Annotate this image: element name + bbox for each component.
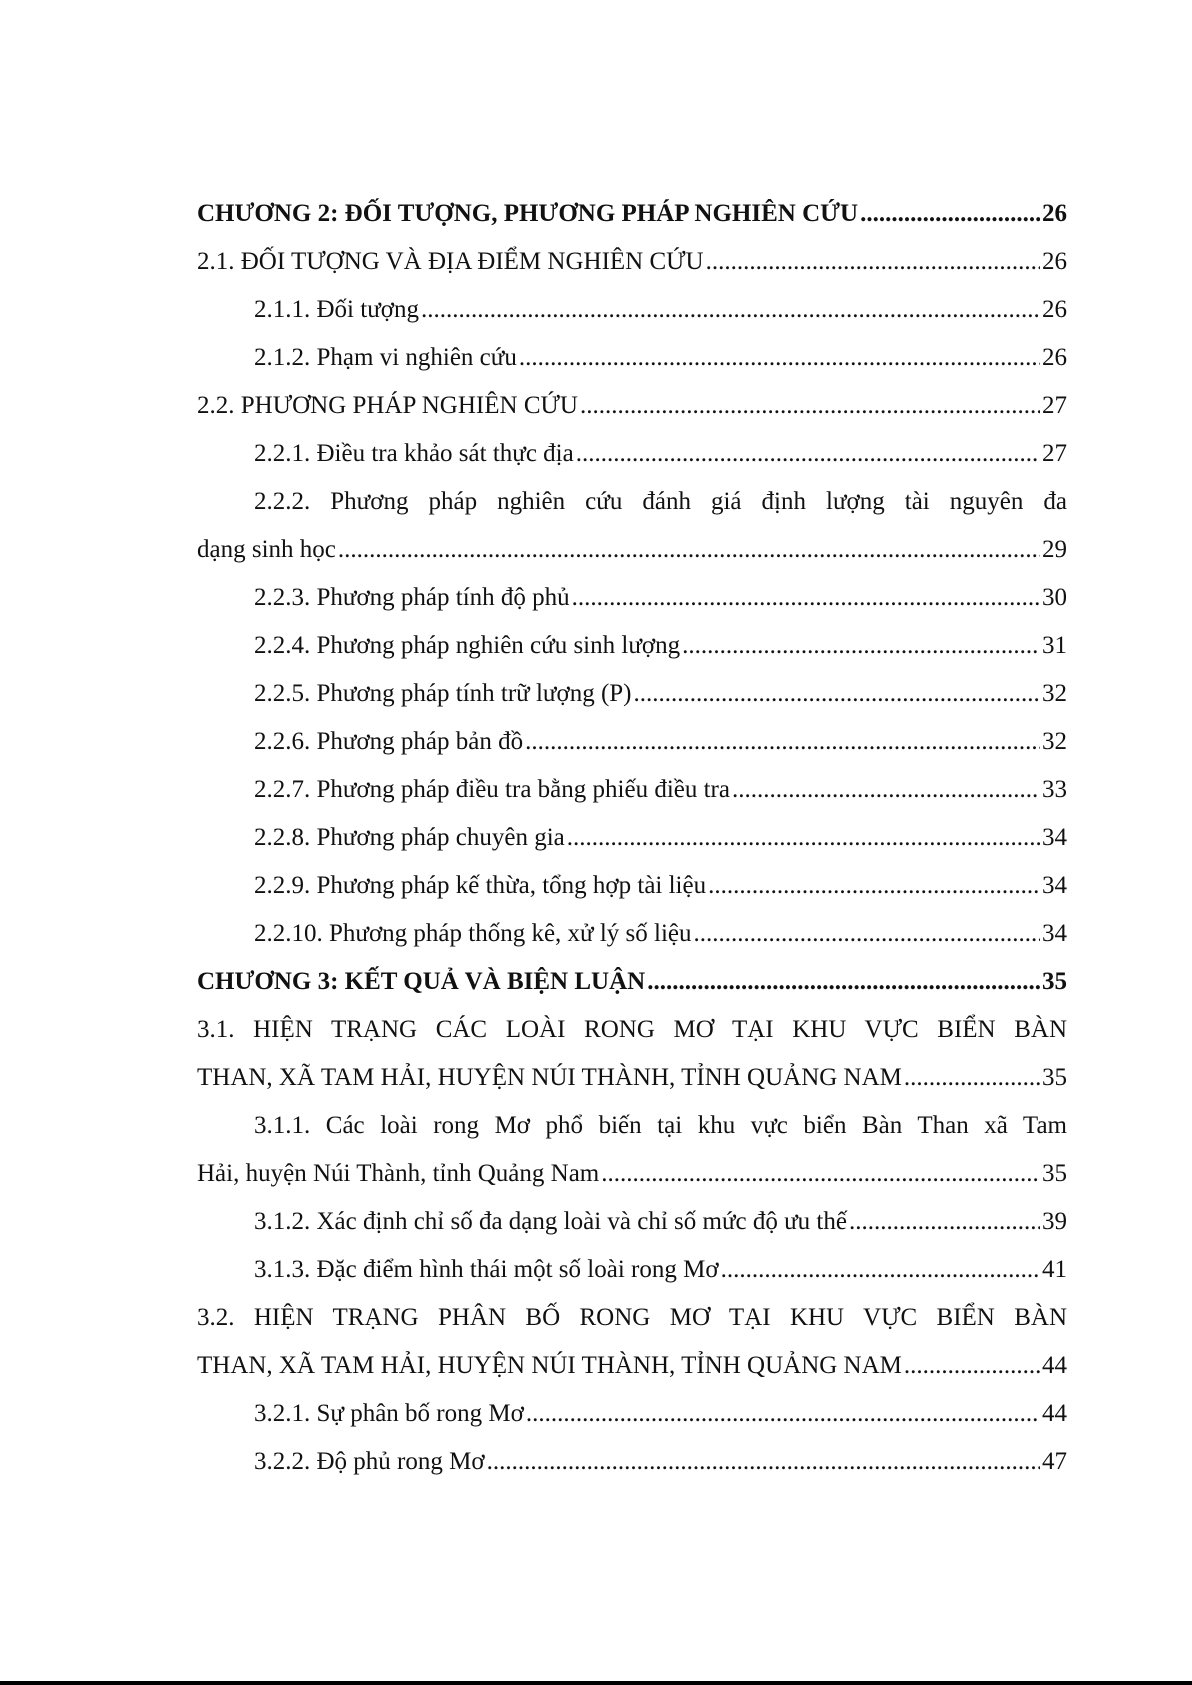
toc-entry[interactable] [197, 1150, 1067, 1198]
toc-entry-label: 2.2.9. Phương pháp kế thừa, tổng hợp tài liệu [254, 872, 707, 899]
toc-page-number: 47 [1042, 1448, 1067, 1475]
toc-entry-label: CHƯƠNG 2: ĐỐI TƯỢNG, PHƯƠNG PHÁP NGHIÊN CỨU [197, 200, 859, 227]
toc-entry[interactable] [197, 526, 1067, 574]
toc-entry-label: 2.2. PHƯƠNG PHÁP NGHIÊN CỨU [197, 392, 578, 419]
toc-page-number: 32 [1042, 728, 1067, 755]
toc-page-number: 32 [1042, 680, 1067, 707]
toc-entry-label: 3.1.2. Xác định chỉ số đa dạng loài và chỉ số mức độ ưu thế [254, 1208, 847, 1235]
dot-leader [694, 910, 1040, 958]
dot-leader [706, 238, 1040, 286]
toc-entry-label: 2.1. ĐỐI TƯỢNG VÀ ĐỊA ĐIỂM NGHIÊN CỨU [197, 248, 704, 275]
table-of-contents [197, 190, 1067, 1486]
toc-entry[interactable] [197, 862, 1067, 910]
toc-entry[interactable] [197, 1246, 1067, 1294]
dot-leader [525, 718, 1040, 766]
toc-entry-label: 3.2.2. Độ phủ rong Mơ [254, 1448, 485, 1475]
toc-page-number: 30 [1042, 584, 1067, 611]
dot-leader [647, 958, 1040, 1006]
toc-entry-first-line: 2.2.2. Phương pháp nghiên cứu đánh giá định lượng tài nguyên đa [254, 488, 1067, 515]
dot-leader [421, 286, 1040, 334]
dot-leader [860, 190, 1040, 238]
toc-entry-label: 2.2.6. Phương pháp bản đồ [254, 728, 524, 755]
toc-entry[interactable] [197, 574, 1067, 622]
toc-entry-label: 2.1.1. Đối tượng [254, 296, 419, 323]
dot-leader [580, 382, 1040, 430]
toc-page-number: 44 [1042, 1400, 1067, 1427]
toc-entry-first-line: 3.2. HIỆN TRẠNG PHÂN BỐ RONG MƠ TẠI KHU VỰC BIỂN BÀN [197, 1304, 1067, 1331]
toc-page-number: 27 [1042, 392, 1067, 419]
toc-entry-label: THAN, XÃ TAM HẢI, HUYỆN NÚI THÀNH, TỈNH QUẢNG NAM [197, 1352, 902, 1379]
toc-page-number: 39 [1042, 1208, 1067, 1235]
toc-entry[interactable] [197, 622, 1067, 670]
toc-page-number: 44 [1042, 1352, 1067, 1379]
dot-leader [487, 1438, 1040, 1486]
dot-leader [338, 526, 1040, 574]
bottom-edge-rule [0, 1681, 1192, 1685]
dot-leader [682, 622, 1040, 670]
dot-leader [904, 1342, 1040, 1390]
toc-entry-label: 2.2.3. Phương pháp tính độ phủ [254, 584, 570, 611]
toc-entry-label: CHƯƠNG 3: KẾT QUẢ VÀ BIỆN LUẬN [197, 968, 646, 995]
toc-entry[interactable] [197, 718, 1067, 766]
toc-entry-label: 3.1.3. Đặc điểm hình thái một số loài rong Mơ [254, 1256, 719, 1283]
dot-leader [732, 766, 1040, 814]
toc-entry-label: 2.2.5. Phương pháp tính trữ lượng (P) [254, 680, 632, 707]
toc-page-number: 34 [1042, 824, 1067, 851]
toc-entry[interactable] [197, 1198, 1067, 1246]
toc-page-number: 34 [1042, 920, 1067, 947]
toc-page-number: 26 [1042, 248, 1067, 275]
toc-page-number: 41 [1042, 1256, 1067, 1283]
toc-entry[interactable] [197, 910, 1067, 958]
toc-entry[interactable] [197, 334, 1067, 382]
toc-entry-label: 3.2.1. Sự phân bố rong Mơ [254, 1400, 524, 1427]
toc-page-number: 33 [1042, 776, 1067, 803]
toc-entry-label: dạng sinh học [197, 536, 336, 563]
toc-entry[interactable] [197, 1054, 1067, 1102]
toc-entry-label: 2.2.10. Phương pháp thống kê, xử lý số liệu [254, 920, 692, 947]
toc-page-number: 29 [1042, 536, 1067, 563]
toc-entry-first-line: 3.1.1. Các loài rong Mơ phổ biến tại khu vực biển Bàn Than xã Tam [254, 1112, 1067, 1139]
dot-leader [576, 430, 1040, 478]
toc-entry-label: 2.2.4. Phương pháp nghiên cứu sinh lượng [254, 632, 681, 659]
dot-leader [708, 862, 1040, 910]
toc-entry[interactable] [197, 1438, 1067, 1486]
toc-entry[interactable] [197, 1390, 1067, 1438]
toc-entry[interactable] [197, 190, 1067, 238]
toc-page-number: 34 [1042, 872, 1067, 899]
toc-entry[interactable] [197, 430, 1067, 478]
toc-entry-label: Hải, huyện Núi Thành, tỉnh Quảng Nam [197, 1160, 600, 1187]
dot-leader [721, 1246, 1040, 1294]
toc-entry-label: 2.1.2. Phạm vi nghiên cứu [254, 344, 517, 371]
toc-page-number: 26 [1042, 296, 1067, 323]
dot-leader [519, 334, 1040, 382]
toc-entry-label: 2.2.8. Phương pháp chuyên gia [254, 824, 565, 851]
toc-entry[interactable] [197, 238, 1067, 286]
toc-entry[interactable] [197, 958, 1067, 1006]
toc-entry-first-line: 3.1. HIỆN TRẠNG CÁC LOÀI RONG MƠ TẠI KHU VỰC BIỂN BÀN [197, 1016, 1067, 1043]
toc-page-number: 27 [1042, 440, 1067, 467]
toc-page-number: 26 [1042, 344, 1067, 371]
dot-leader [849, 1198, 1040, 1246]
toc-entry[interactable] [197, 286, 1067, 334]
toc-page-number: 26 [1042, 200, 1067, 227]
dot-leader [526, 1390, 1040, 1438]
dot-leader [572, 574, 1040, 622]
dot-leader [634, 670, 1040, 718]
toc-page-number: 35 [1042, 1064, 1067, 1091]
dot-leader [904, 1054, 1040, 1102]
toc-entry-label: THAN, XÃ TAM HẢI, HUYỆN NÚI THÀNH, TỈNH QUẢNG NAM [197, 1064, 902, 1091]
dot-leader [601, 1150, 1040, 1198]
toc-page-number: 35 [1042, 968, 1067, 995]
dot-leader [567, 814, 1040, 862]
toc-entry[interactable] [197, 382, 1067, 430]
toc-entry[interactable] [197, 670, 1067, 718]
toc-entry[interactable] [197, 766, 1067, 814]
toc-entry-label: 2.2.1. Điều tra khảo sát thực địa [254, 440, 574, 467]
toc-page-number: 35 [1042, 1160, 1067, 1187]
toc-page-number: 31 [1042, 632, 1067, 659]
toc-entry[interactable] [197, 1342, 1067, 1390]
toc-entry[interactable] [197, 814, 1067, 862]
toc-entry-label: 2.2.7. Phương pháp điều tra bằng phiếu điều tra [254, 776, 730, 803]
